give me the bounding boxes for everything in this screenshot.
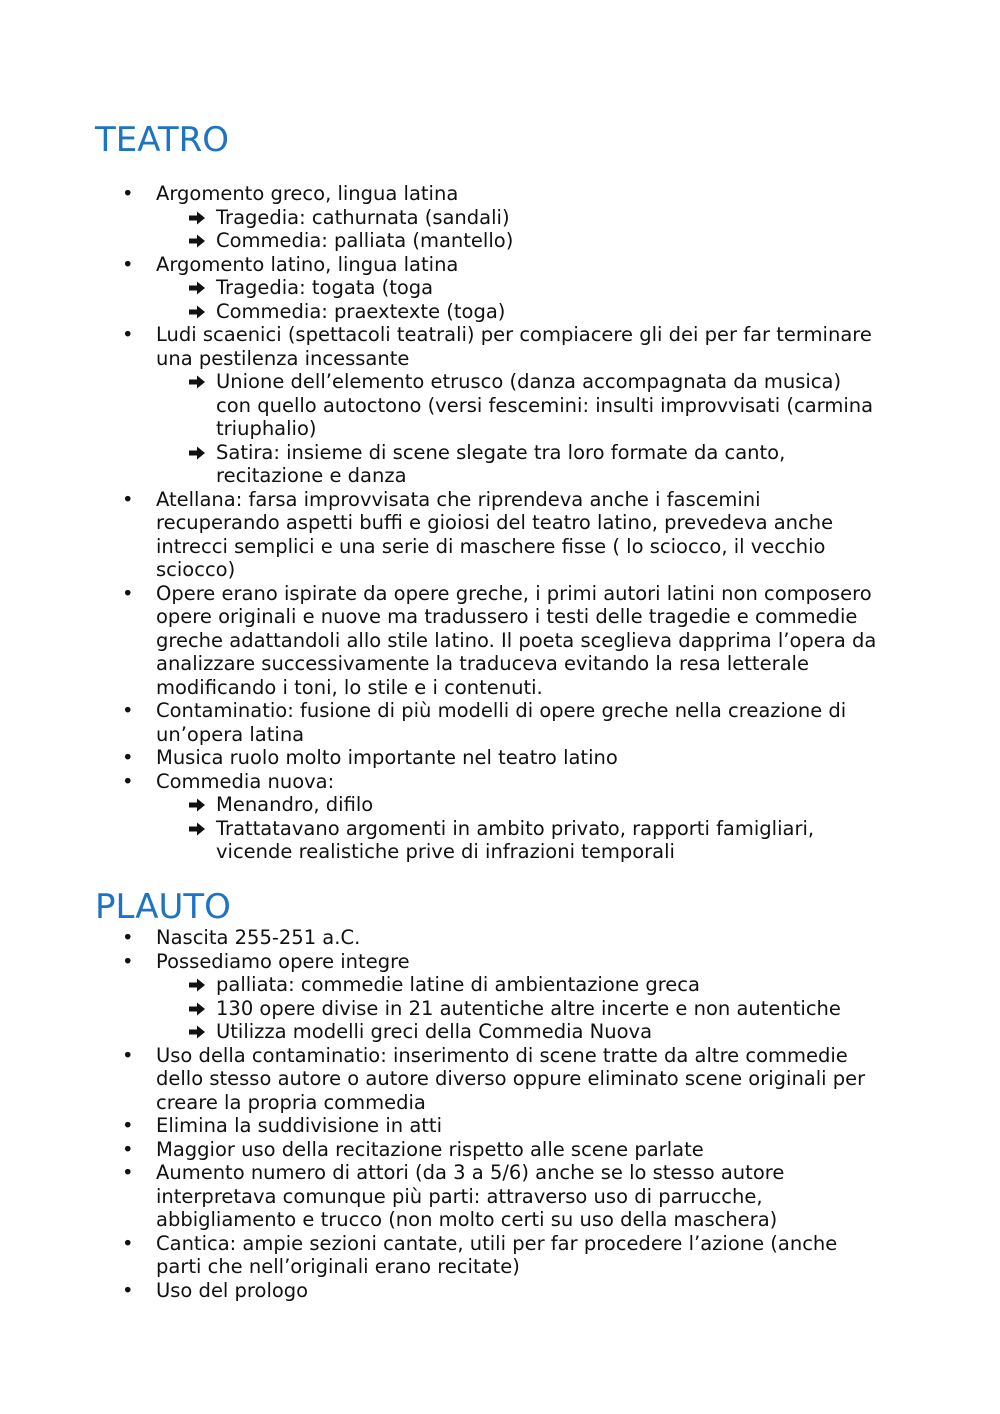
right-arrow-icon [188,441,210,465]
right-arrow-icon [188,817,210,841]
bullet-item-text: Cantica: ampie sezioni cantate, utili per far procedere l’azione (anche [156,1231,838,1255]
sub-item-text: recitazione e danza [216,464,407,487]
bullet-dot-icon: • [122,323,134,346]
bullet-dot-icon: • [122,252,134,276]
sub-item-text: Trattatavano argomenti in ambito privato, rapporti famigliari, [216,816,815,840]
sub-item-text: 130 opere divise in 21 autentiche altre incerte e non autentiche [216,996,841,1020]
bullet-item-text: Nascita 255-251 a.C. [156,926,361,949]
bullet-item-text: Argomento latino, lingua latina [156,252,459,276]
right-arrow-icon [188,370,210,394]
sub-item-text: Commedia: palliata (mantello) [216,229,514,252]
bullet-dot-icon: • [122,1231,134,1255]
section-heading: TEATRO [95,120,230,160]
bullet-item-text: Maggior uso della recitazione rispetto alle scene parlate [156,1137,704,1161]
bullet-item-text: Commedia nuova: [156,769,335,793]
bullet-item-text: Uso del prologo [156,1278,309,1302]
bullet-item-text: Contaminatio: fusione di più modelli di opere greche nella creazione di [156,699,847,722]
bullet-item-text: recuperando aspetti buffi e gioiosi del teatro latino, prevedeva anche [156,511,834,534]
bullet-item-text: analizzare successivamente la traduceva evitando la resa letterale [156,652,809,675]
bullet-item-text: Elimina la suddivisione in atti [156,1114,442,1137]
sub-item-text: palliata: commedie latine di ambientazione greca [216,973,700,996]
bullet-item-text: greche adattandoli allo stile latino. Il poeta sceglieva dapprima l’opera da [156,628,877,652]
bullet-dot-icon: • [122,769,134,793]
bullet-dot-icon: • [122,926,134,949]
bullet-item-text: una pestilenza incessante [156,346,410,370]
bullet-dot-icon: • [122,182,134,205]
bullet-item-text: opere originali e nuove ma tradussero i testi delle tragedie e commedie [156,605,858,628]
bullet-item-text: Ludi scaenici (spettacoli teatrali) per compiacere gli dei per far terminare [156,323,872,346]
right-arrow-icon [188,1020,210,1044]
bullet-dot-icon: • [122,746,134,769]
right-arrow-icon [188,206,210,230]
bullet-item-text: Musica ruolo molto importante nel teatro latino [156,746,618,769]
right-arrow-icon [188,973,210,997]
bullet-dot-icon: • [122,949,134,973]
bullet-dot-icon: • [122,1161,134,1184]
bullet-item-text: Argomento greco, lingua latina [156,182,459,205]
bullet-dot-icon: • [122,1137,134,1161]
right-arrow-icon [188,997,210,1021]
section-heading: PLAUTO [95,887,231,927]
sub-item-text: con quello autoctono (versi fescemini: insulti improvvisati (carmina [216,393,874,417]
bullet-item-text: Aumento numero di attori (da 3 a 5/6) anche se lo stesso autore [156,1161,785,1184]
bullet-dot-icon: • [122,699,134,722]
sub-item-text: vicende realistiche prive di infrazioni temporali [216,840,675,863]
bullet-item-text: dello stesso autore o autore diverso oppure eliminato scene originali per [156,1067,866,1090]
bullet-item-text: Uso della contaminatio: inserimento di scene tratte da altre commedie [156,1043,848,1067]
bullet-item-text: un’opera latina [156,722,305,746]
sub-item-text: triuphalio) [216,417,317,440]
bullet-item-text: Atellana: farsa improvvisata che riprendeva anche i fascemini [156,487,761,511]
bullet-dot-icon: • [122,1278,134,1302]
sub-item-text: Tragedia: cathurnata (sandali) [216,205,510,229]
sub-item-text: Unione dell’elemento etrusco (danza accompagnata da musica) [216,370,842,393]
bullet-dot-icon: • [122,487,134,511]
bullet-dot-icon: • [122,1114,134,1137]
right-arrow-icon [188,793,210,817]
bullet-dot-icon: • [122,1043,134,1067]
bullet-item-text: parti che nell’originali erano recitate) [156,1255,520,1278]
sub-item-text: Commedia: praextexte (toga) [216,299,506,323]
right-arrow-icon [188,300,210,324]
right-arrow-icon [188,229,210,253]
bullet-dot-icon: • [122,581,134,605]
sub-item-text: Satira: insieme di scene slegate tra loro formate da canto, [216,440,786,464]
right-arrow-icon [188,276,210,300]
sub-item-text: Menandro, difilo [216,793,374,816]
sub-item-text: Utilizza modelli greci della Commedia Nuova [216,1020,653,1043]
bullet-item-text: Opere erano ispirate da opere greche, i primi autori latini non composero [156,581,872,605]
bullet-item-text: intrecci semplici e una serie di maschere fisse ( lo sciocco, il vecchio [156,534,826,558]
bullet-item-text: interpretava comunque più parti: attraverso uso di parrucche, [156,1184,763,1208]
bullet-item-text: Possediamo opere integre [156,949,410,973]
sub-item-text: Tragedia: togata (toga [216,276,434,299]
bullet-item-text: modificando i toni, lo stile e i contenuti. [156,675,543,699]
bullet-item-text: sciocco) [156,558,236,581]
bullet-item-text: creare la propria commedia [156,1090,426,1114]
bullet-item-text: abbigliamento e trucco (non molto certi su uso della maschera) [156,1208,778,1231]
